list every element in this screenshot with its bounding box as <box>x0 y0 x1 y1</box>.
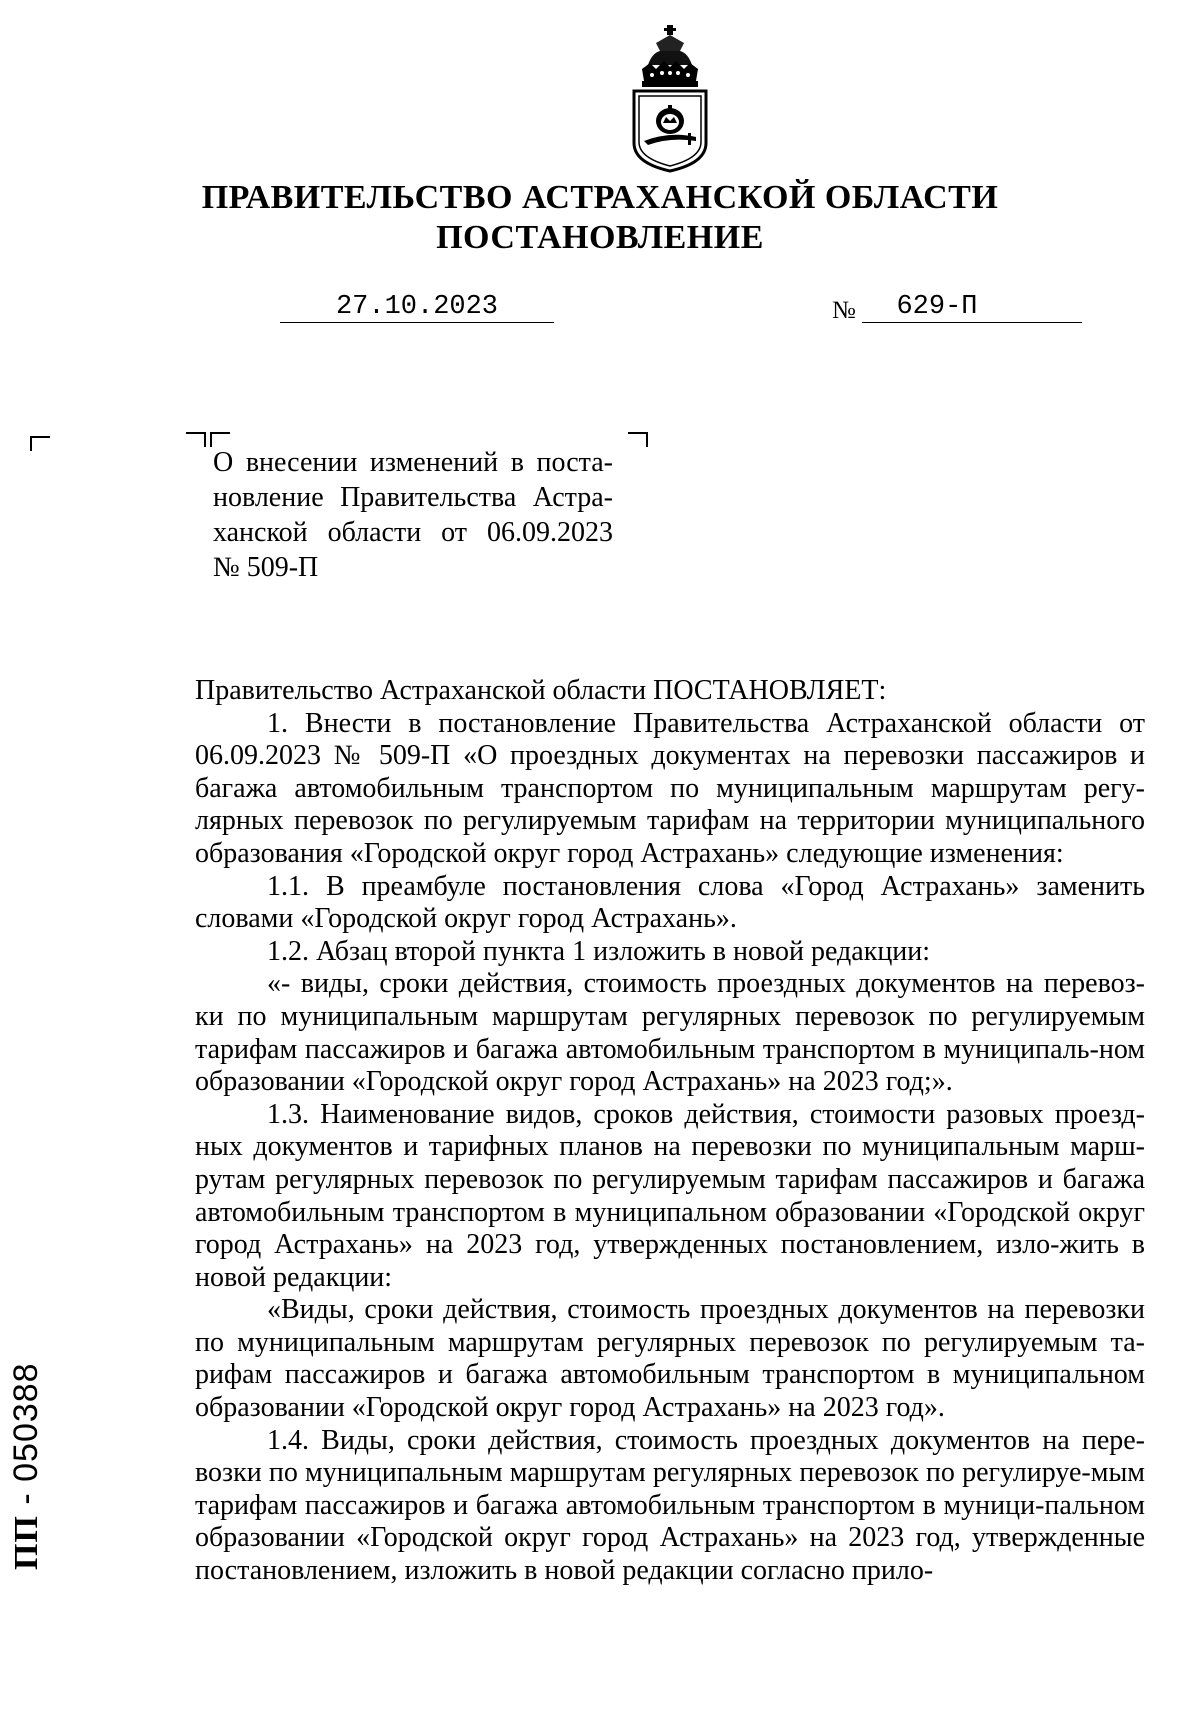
corner-mark-left <box>30 436 50 451</box>
subject-line: новление Правительства Астра- <box>213 482 613 513</box>
document-type-title: ПОСТАНОВЛЕНИЕ <box>436 219 764 256</box>
date-underline <box>280 322 554 323</box>
subject-line: ханской области от 06.09.2023 <box>213 517 613 548</box>
corner-mark-subject-left-end <box>186 432 206 447</box>
preamble-paragraph: Правительство Астраханской области ПОСТАНОВЛЯЕТ: <box>195 675 887 706</box>
body-paragraph: 1.2. Абзац второй пункта 1 изложить в новой редакции: <box>267 935 931 967</box>
document-subject <box>213 445 613 585</box>
subject-line: № 509-П <box>213 552 319 583</box>
body-paragraph: «Виды, сроки действия, стоимость проездных документов на перевозки по муниципальным маршрутам регулярных перевозок по регулируемым та-рифам пассажиров и багажа автомобильным транспортом в муниципальном образовании «Городской округ город Астрахань» на 2023 год». <box>195 1294 1145 1424</box>
body-paragraph: 1.3. Наименование видов, сроков действия, стоимости разовых проезд-ных документов и тарифных планов на перевозки по муниципальным марш-рутам регулярных перевозок по регулируемым тарифам пассажиров и багажа автомобильным транспортом в муниципальном образовании «Городской округ город Астрахань» на 2023 год, утвержденных постановлением, изло-жить в новой редакции: <box>195 1098 1145 1293</box>
body-paragraph: 1. Внести в постановление Правительства Астраханской области от 06.09.2023 № 509-П «О проездных документах на перевозки пассажиров и багажа автомобильным транспортом по муниципальным маршрутам регу-лярных перевозок по регулируемым тарифам на территории муниципального образования «Городской округ город Астрахань» следующие изменения: <box>195 707 1145 869</box>
number-sign: № <box>832 297 856 324</box>
side-serial-stamp <box>2 1362 50 1570</box>
body-paragraph: 1.4. Виды, сроки действия, стоимость проездных документов на пере-возки по муниципальным маршрутам регулярных перевозок по регулируе-мым тарифам пассажиров и багажа автомобильным транспортом в муници-пальном образовании «Городской округ город Астрахань» на 2023 год, утвержденные постановлением, изложить в новой редакции согласно прило- <box>195 1424 1145 1587</box>
document-date: 27.10.2023 <box>335 292 499 322</box>
organization-title: ПРАВИТЕЛЬСТВО АСТРАХАНСКОЙ ОБЛАСТИ <box>201 179 999 216</box>
serial-number: - 050388 <box>7 1362 45 1516</box>
coat-of-arms-icon <box>630 25 710 173</box>
body-paragraph: 1.1. В преамбуле постановления слова «Город Астрахань» заменить словами «Городской округ город Астрахань». <box>195 870 1145 935</box>
serial-prefix: ПП <box>8 1515 45 1570</box>
subject-line: О внесении изменений в поста- <box>213 447 613 478</box>
corner-mark-subject-end <box>628 432 648 447</box>
number-underline <box>862 322 1082 323</box>
document-body <box>195 675 1145 1588</box>
document-number: 629-П <box>896 292 978 322</box>
body-paragraph: «- виды, сроки действия, стоимость проездных документов на перевоз-ки по муниципальным маршрутам регулярных перевозок по регулируемым тарифам пассажиров и багажа автомобильным транспортом в муниципаль-ном образовании «Городской округ город Астрахань» на 2023 год;». <box>195 968 1145 1098</box>
